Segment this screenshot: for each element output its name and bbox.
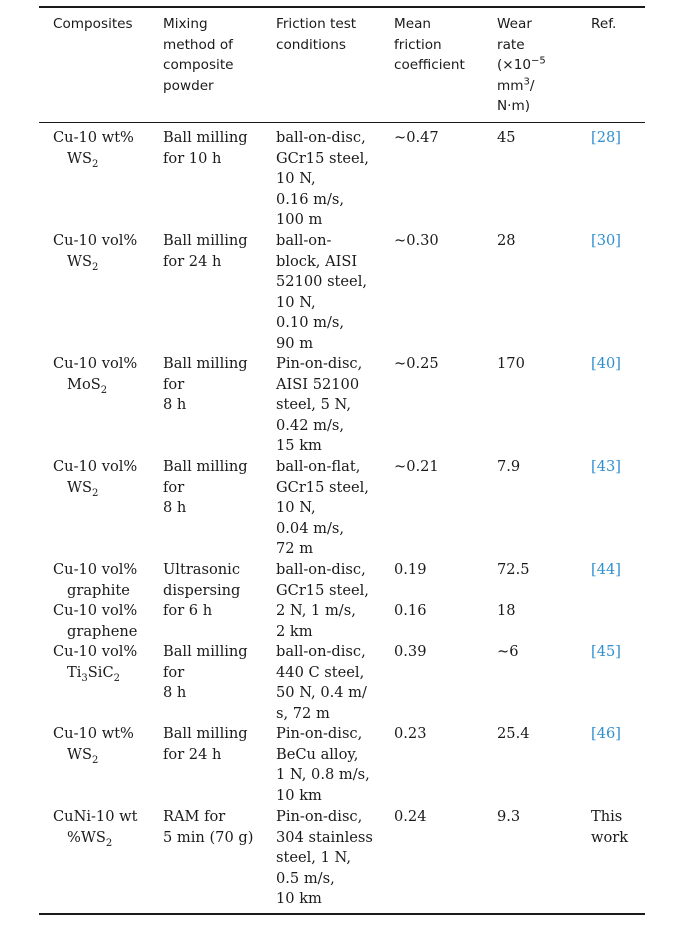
reference-link[interactable]: [30] xyxy=(591,232,621,249)
cell-friction: 0.39 xyxy=(394,643,427,660)
table-bottom-rule xyxy=(39,913,645,915)
cell-conditions: Pin-on-disc, AISI 52100 steel, 5 N, 0.42 m/s, 15 km xyxy=(276,355,363,455)
cell-composite: CuNi-10 wt $\%WS_2$ xyxy=(53,808,138,849)
reference-link[interactable]: [28] xyxy=(591,129,621,146)
table-top-rule xyxy=(39,6,645,8)
cell-composite: Cu-10 vol% $WS_2$ xyxy=(53,232,138,273)
header-wear-rate: Wear rate ($\times 10^{-5}$ $mm^3/$ N·m) xyxy=(497,16,546,115)
reference-link[interactable]: [40] xyxy=(591,355,621,372)
cell-conditions: ball-on-disc, GCr15 steel, 2 N, 1 m/s, 2 km xyxy=(276,561,369,640)
cell-composite: Cu-10 vol% graphite Cu-10 vol% graphene xyxy=(53,561,138,640)
cell-wear: 7.9 xyxy=(497,458,521,475)
cell-conditions: ball-on-disc, GCr15 steel, 10 N, 0.16 m/s, 100 m xyxy=(276,129,369,229)
cell-wear: 28 xyxy=(497,232,516,249)
cell-composite: Cu-10 vol% $Ti_3SiC_2$ xyxy=(53,643,138,684)
header-friction-conditions: Friction test conditions xyxy=(276,16,357,53)
cell-friction: ~0.21 xyxy=(394,458,439,475)
cell-wear: 170 xyxy=(497,355,525,372)
cell-friction: 0.16 xyxy=(394,602,427,619)
cell-ref-this-work: This work xyxy=(591,808,629,846)
cell-composite: Cu-10 wt% $WS_2$ xyxy=(53,725,134,766)
cell-mixing: Ball milling for 8 h xyxy=(163,643,248,702)
cell-friction: 0.19 xyxy=(394,561,427,578)
reference-link[interactable]: [46] xyxy=(591,725,621,742)
cell-mixing: Ball milling for 24 h xyxy=(163,232,248,270)
cell-wear: ~6 xyxy=(497,643,519,660)
cell-wear: 9.3 xyxy=(497,808,521,825)
cell-composite: Cu-10 vol% MoS$_2$ xyxy=(53,355,138,396)
reference-link[interactable]: [45] xyxy=(591,643,621,660)
cell-mixing: Ball milling for 24 h xyxy=(163,725,248,763)
header-mixing-method: Mixing method of composite powder xyxy=(163,16,234,94)
cell-wear: 25.4 xyxy=(497,725,530,742)
cell-mixing: Ball milling for 8 h xyxy=(163,458,248,517)
cell-composite: Cu-10 vol% $WS_2$ xyxy=(53,458,138,499)
cell-conditions: Pin-on-disc, 304 stainless steel, 1 N, 0.5 m/s, 10 km xyxy=(276,808,373,908)
cell-friction: 0.24 xyxy=(394,808,427,825)
header-ref: Ref. xyxy=(591,16,617,32)
cell-friction: 0.23 xyxy=(394,725,427,742)
cell-friction: ~0.47 xyxy=(394,129,439,146)
cell-mixing: Ultrasonic dispersing for 6 h xyxy=(163,561,241,620)
table-header-rule xyxy=(39,122,645,123)
header-mean-friction: Mean friction coefficient xyxy=(394,16,465,74)
cell-mixing: RAM for 5 min (70 g) xyxy=(163,808,254,846)
cell-wear: 72.5 xyxy=(497,561,530,578)
cell-mixing: Ball milling for 8 h xyxy=(163,355,248,414)
cell-friction: ~0.25 xyxy=(394,355,439,372)
cell-composite: Cu-10 wt% $WS_2$ xyxy=(53,129,134,170)
reference-link[interactable]: [44] xyxy=(591,561,621,578)
cell-wear: 18 xyxy=(497,602,516,619)
cell-conditions: ball-on- block, AISI 52100 steel, 10 N, 0.10 m/s, 90 m xyxy=(276,232,367,352)
cell-friction: ~0.30 xyxy=(394,232,439,249)
reference-link[interactable]: [43] xyxy=(591,458,621,475)
header-composites: Composites xyxy=(53,16,133,32)
cell-mixing: Ball milling for 10 h xyxy=(163,129,248,167)
cell-wear: 45 xyxy=(497,129,516,146)
cell-conditions: ball-on-disc, 440 C steel, 50 N, 0.4 m/ s, 72 m xyxy=(276,643,367,722)
cell-conditions: ball-on-flat, GCr15 steel, 10 N, 0.04 m/s, 72 m xyxy=(276,458,369,558)
cell-conditions: Pin-on-disc, BeCu alloy, 1 N, 0.8 m/s, 10 km xyxy=(276,725,370,804)
